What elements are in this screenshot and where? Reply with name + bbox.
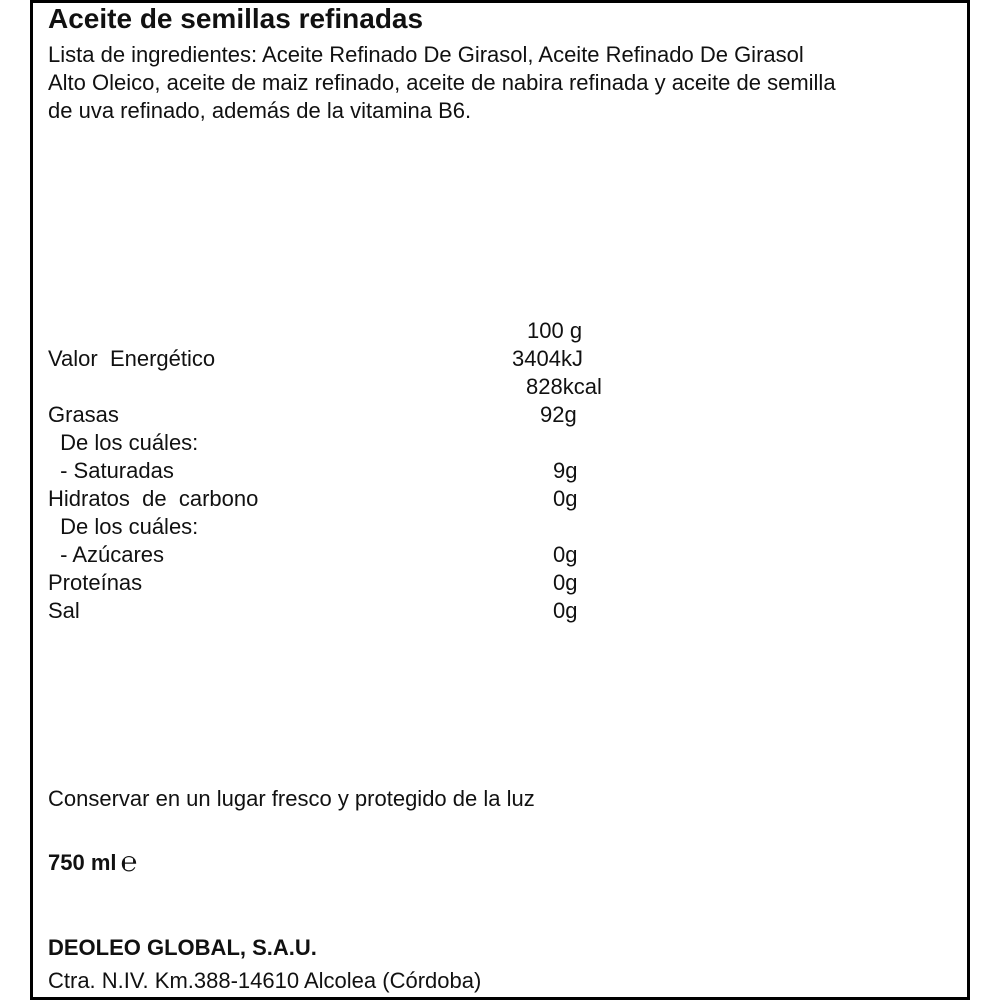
nutrition-label: Hidratos de carbono: [48, 486, 259, 511]
company-address: Ctra. N.IV. Km.388-14610 Alcolea (Córdoba): [48, 968, 482, 993]
nutrition-value: 9g: [553, 458, 578, 483]
nutrition-label: Proteínas: [48, 570, 143, 595]
nutrition-label: De los cuáles:: [54, 430, 199, 455]
nutrition-value: 92g: [540, 402, 577, 427]
nutrition-label: Valor Energético: [48, 346, 216, 371]
ingredients-line: Lista de ingredientes: Aceite Refinado De Girasol, Aceite Refinado De Girasol: [48, 42, 804, 67]
nutrition-value: 0g: [553, 598, 578, 623]
nutrition-value: 828kcal: [526, 374, 602, 399]
nutrition-label: - Azúcares: [54, 542, 165, 567]
product-title: Aceite de semillas refinadas: [48, 3, 424, 34]
nutrition-value: 0g: [553, 486, 578, 511]
nutrition-value: 0g: [553, 542, 578, 567]
net-volume: [48, 847, 137, 877]
nutrition-column-header: 100 g: [527, 318, 583, 343]
nutrition-label: - Saturadas: [54, 458, 174, 483]
estimated-sign-icon: ℮: [120, 845, 138, 878]
volume-text: 750 ml: [48, 850, 117, 875]
ingredients-line: Alto Oleico, aceite de maiz refinado, aceite de nabira refinada y aceite de semilla: [48, 70, 836, 95]
nutrition-label: Sal: [48, 598, 80, 623]
ingredients-line: de uva refinado, además de la vitamina B6.: [48, 98, 472, 123]
nutrition-value: 3404kJ: [512, 346, 583, 371]
nutrition-label: De los cuáles:: [54, 514, 199, 539]
ingredients-list: [48, 41, 948, 125]
nutrition-label: Grasas: [48, 402, 119, 427]
storage-instructions: Conservar en un lugar fresco y protegido de la luz: [48, 786, 535, 811]
nutrition-value: 0g: [553, 570, 578, 595]
company-name: DEOLEO GLOBAL, S.A.U.: [48, 935, 317, 960]
